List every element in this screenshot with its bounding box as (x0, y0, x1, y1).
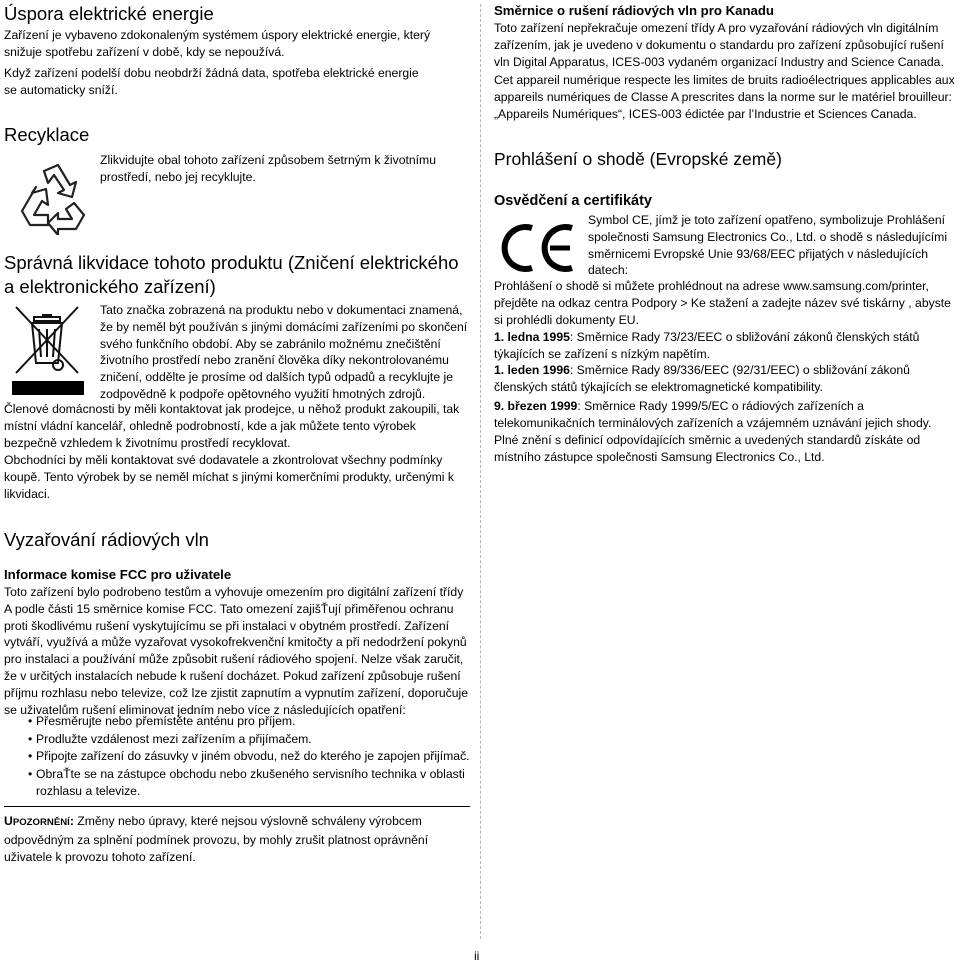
list-item (4, 766, 470, 801)
energy-paragraph-1: Zařízení je vybaveno zdokonaleným systémem úspory elektrické energie, který snižuje spotřebu zařízení v době, kdy se nepoužívá. (4, 28, 431, 59)
note-label: UPOZORNĚNÍ: (4, 814, 74, 828)
ce-text: Symbol CE, jímž je toto zařízení opatřeno, symbolizuje Prohlášení společnosti Samsung Electronics Co., Ltd. o shodě s následujícími směrnicemi Evropské Unie 93/68/EEC přijatých v následujících datech: (588, 213, 948, 278)
recycle-title: Recyklace (4, 124, 90, 145)
radio-title: Vyzařování rádiových vln (4, 529, 209, 550)
recycle-text: Zlikvidujte obal tohoto zařízení způsobem šetrným k životnímu prostředí, nebo jej recyklujte. (100, 153, 436, 184)
page-number: ii (474, 949, 480, 963)
canada-paragraph-en: Toto zařízení nepřekračuje omezení třídy A pro vyzařování rádiových vln digitálním zařízením, jak je uvedeno v dokumentu o standardu pro zařízení způsobující rušení vln Digital Apparatus, ICES-003 vydaném organizací Industry and Science Canada. (494, 21, 944, 69)
bullet-icon: • (28, 731, 33, 746)
fcc-measures-list (4, 713, 470, 801)
bullet-icon: • (28, 749, 33, 764)
recycle-symbol-icon (14, 157, 92, 235)
directive-item (494, 329, 934, 363)
certificates-title: Osvědčení a certifikáty (494, 193, 652, 209)
canada-title: Směrnice o rušení rádiových vln pro Kanadu (494, 3, 774, 18)
directive-text: : Směrnice Rady 89/336/EEC (92/31/EEC) o sbližování zákonů členských států týkajících se elektromagnetické kompatibility. (494, 363, 910, 394)
list-item (4, 713, 470, 731)
canada-paragraph-fr: Cet appareil numérique respecte les limites de bruits radioélectriques applicables aux appareils numériques de Classe A prescrites dans la norme sur le matériel brouilleur: „Appareils Numériques“, ICES-003 édictée par l’Industrie et Sciences Canada. (494, 73, 955, 121)
list-item (4, 748, 470, 766)
list-item-text: Prodlužte vzdálenost mezi zařízením a přijímačem. (36, 731, 312, 746)
energy-paragraph-2: Když zařízení podelší dobu neobdrží žádná data, spotřeba elektrické energie se automaticky sníží. (4, 66, 419, 97)
directive-date: 9. březen 1999 (494, 399, 578, 413)
directive-text: : Směrnice Rady 73/23/EEC o sbližování zákonů členských států týkajících se zařízení s nízkým napětím. (494, 330, 920, 361)
fcc-text: Toto zařízení bylo podrobeno testům a vyhovuje omezením pro digitální zařízení třídy A podle části 15 směrnice komise FCC. Tato omezení zajišŤují přiměřenou ochranu proti škodlivému rušení vyskytujícímu se při instalaci v obytném prostředí. Zařízení vytváří, využívá a může vyzařovat vysokofrekvenční kmitočty a při nedodržení pokynů pro instalaci a používání může způsobit rušení rádiového spojení. Nelze však zaručit, že v určitých instalacích nebude k rušení docházet. Pokud zařízení způsobuje rušení příjmu rozhlasu nebo televize, což lze zjistit zapnutím a vypnutím zařízení, doporučuje se uživatelům rušení eliminovat jedním nebo více z následujících opatření: (4, 585, 469, 717)
bullet-icon: • (28, 766, 33, 781)
weee-title: Správná likvidace tohoto produktu (Zničení elektrického a elektronického zařízení) (4, 252, 459, 297)
directive-text: : Směrnice Rady 1999/5/EC o rádiových zařízeních a telekomunikačních terminálových zařízeních a vzájemném uznávání jejich shody. (494, 399, 932, 430)
energy-title: Úspora elektrické energie (4, 3, 214, 24)
directive-item (494, 362, 960, 396)
crossed-out-wheelie-bin-icon (12, 303, 84, 397)
directive-item (494, 398, 960, 432)
weee-text: Tato značka zobrazená na produktu nebo v dokumentaci znamená, že by neměl být používán s jinými domácími zařízeními po skončení svého funkčního období. Aby se zabránilo možnému znečištění životního prostředí nebo zranění člověka díky nekontrolovanému zničení, oddělte je prosíme od dalších typů odpadů a recyklujte je zodpovědně k podpoře opětovného využití hmotných zdrojů. (100, 303, 468, 401)
conformity-title: Prohlášení o shodě (Evropské země) (494, 149, 782, 169)
note-divider (4, 806, 470, 807)
weee-household-paragraph: Členové domácnosti by měli kontaktovat jak prodejce, u něhož produkt zakoupili, tak místní vládní kancelář, ohledně podrobností, kde a jak můžete tento výrobek bezpečně vzhledem k životnímu prostředí recyklovat. (4, 402, 460, 450)
download-paragraph: Prohlášení o shodě si můžete prohlédnout na adrese www.samsung.com/printer, přejděte na odkaz centra Podpory > Ke stažení a zadejte název své tiskárny , abyste si prohlédli dokumenty EU. (494, 279, 951, 327)
list-item (4, 731, 470, 749)
note-text: Změny nebo úpravy, které nejsou výslovně schváleny výrobcem odpovědným za splnění podmínek provozu, by mohly zrušit platnost oprávnění uživatele k provozu tohoto zařízení. (4, 814, 429, 864)
directive-date: 1. ledna 1995 (494, 330, 570, 344)
fcc-title: Informace komise FCC pro uživatele (4, 567, 232, 582)
column-divider (480, 4, 481, 939)
weee-business-paragraph: Obchodníci by měli kontaktovat své dodavatele a zkontrolovat všechny podmínky koupě. Tento výrobek by se neměl míchat s jinými komerčními produkty, určenými k likvidaci. (4, 453, 454, 501)
list-item-text: Přesměrujte nebo přemístěte anténu pro příjem. (36, 714, 296, 728)
list-item-text: Připojte zařízení do zásuvky v jiném obvodu, než do kterého je zapojen přijímač. (36, 749, 470, 764)
full-text-paragraph: Plné znění s definicí odpovídajících směrnic a uvedených standardů získáte od místního zástupce společnosti Samsung Electronics Co., Ltd. (494, 433, 921, 464)
note-paragraph (4, 813, 444, 865)
directive-date: 1. leden 1996 (494, 363, 570, 377)
list-item-text: ObraŤte se na zástupce obchodu nebo zkušeného servisního technika v oblasti rozhlasu a televize. (36, 766, 465, 799)
ce-mark-icon (498, 222, 576, 274)
bullet-icon: • (28, 714, 33, 728)
